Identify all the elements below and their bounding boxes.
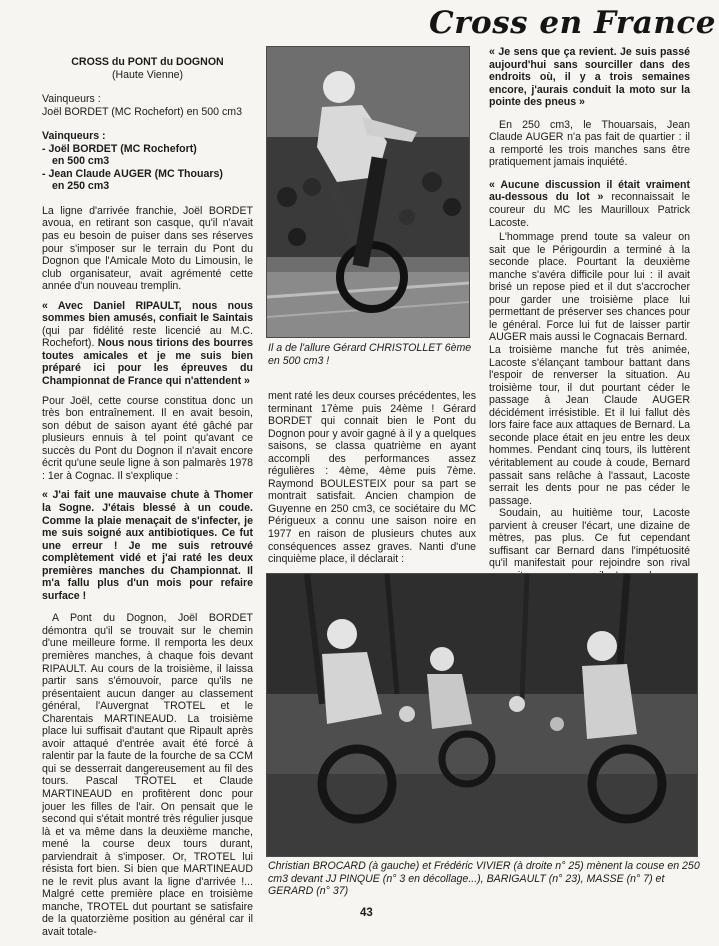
right-paragraph-2: L'hommage prend toute sa valeur on sait que le Périgourdin a terminé à la seconde place. Pourtant la deuxième manche s'avéra difficile pour lui : il avait brisé un repose pied et il dut s'accrocher pour garder une troisième place lui permettant de préserver ses chances pour le général. Force lui fut de laisser partir AUGER mais aussi le Cognacais Bernard. <box>489 231 690 344</box>
right-paragraph-4: Soudain, au huitième tour, Lacoste parvient à creuser l'écart, une dizaine de mètres, pas plus. Ce fut cependant suffisant car Bernard dans l'impétuosité qu'il manifestait pour rejoindre son rival <box>489 507 690 570</box>
winners-heading-2: Vainqueurs : <box>42 130 106 143</box>
winners-heading: Vainqueurs : <box>42 93 101 106</box>
photo-250-race-caption: Christian BROCARD (à gauche) et Frédéric VIVIER (à droite n° 25) mènent la couse en 250 cm3 devant JJ PINQUE (n° 3 en décollage...), BARIGAULT (n° 23), MASSE (n° 7) et GERARD (n° 37) <box>268 860 700 897</box>
section-title: Cross en France <box>429 5 716 41</box>
quote-1-b: (qui par fidélité reste licencié au M.C. Rochefort). <box>42 324 253 350</box>
left-paragraph-1: La ligne d'arrivée franchie, Joël BORDET avoua, en retirant son casque, qu'il n'avait pas eu besoin de puiser dans ses réserves pour s'imposer sur le terrain du Pont du Dognon que l'Amicale Moto du Limousin, le club organisateur, avait agrémenté cette année d'un nouveau tremplin. <box>42 204 253 293</box>
quote-4-bold: « Aucune discussion il était vraiment au-dessous du lot » <box>489 178 690 204</box>
photo-christollet-caption: Il a de l'allure Gérard CHRISTOLLET 6ème en 500 cm3 ! <box>268 342 472 367</box>
left-paragraph-3: A Pont du Dognon, Joël BORDET démontra qu'il se trouvait sur le chemin d'une meilleure forme. Il remporta les deux premières manches, à chaque fois devant RIPAULT. Au cours de la troisième, il laissa partir sans s'émouvoir, parce qu'ils ne présentaient aucun danger au classement général, l'Auvergnat TROTEL et le Charentais MARTINEAUD. La troisième place lui suffisait d'autant que Ripault après avoir attaqué d'entrée avait été forcé à ralentir par la faute de la fourche de sa CCM qui se desserrait dangereusement au fil des tours. Pascal TROTEL et Claude MARTINEAUD en profitèrent donc pour jouer les filles de l'air. On pensait que le second qui s'était montré très régulier jusque là et va même dans la deuxième manche, mené la course deux tours durant, parviendrait à s'imposer. Or, TROTEL lui résista fort bien. Si bien que MARTINEAUD ne le revit plus avant la ligne d'arrivée !... Malgré cette première place en troisième manche, TROTEL dut pourtant se satisfaire de la quatorzième position au général car il avait totale- <box>42 612 253 938</box>
left-quote-2: « J'ai fait une mauvaise chute à Thomer la Sogne. J'étais blessé à un coude. Comme la plaie menaçait de s'infecter, je me suis soigné aux antibiotiques. Ce fut une erreur ! Je me suis retrouvé complètement vidé et j'ai raté les deux premières manches du Championnat. Il m'a fallu plus d'un mois pour refaire surface ! <box>42 489 253 602</box>
right-paragraph-1: En 250 cm3, le Thouarsais, Jean Claude AUGER n'a pas fait de quartier : il a remporté les trois manches sans être pratiquement jamais inquiété. <box>489 118 690 169</box>
photo-250-race-image <box>267 574 697 856</box>
winner-250-class: en 250 cm3 <box>52 180 110 193</box>
photo-christollet-jump <box>266 46 470 338</box>
winner-500-class: en 500 cm3 <box>52 155 110 168</box>
winner-500: - Joël BORDET (MC Rochefort) <box>42 142 197 155</box>
left-paragraph-2: Pour Joël, cette course constitua donc un très bon entraînement. Il en avait besoin, son début de saison ayant été gâché par plusieurs ennuis à tel point qu'avant ce succès du Pont du Dognon il n'avait encore écrit qu'une seule ligne à son palmarès 1978 : 1er à Cognac. Il s'explique : <box>42 394 253 482</box>
left-column <box>42 56 253 946</box>
right-quote-4 <box>489 179 690 229</box>
quote-1-a: « Avec Daniel RIPAULT, nous nous sommes bien amusés, confiait le Saintais <box>42 299 253 325</box>
photo-christollet-image <box>267 47 469 337</box>
event-region: (Haute Vienne) <box>111 68 184 81</box>
right-paragraph-3: La troisième manche fut très animée, Lacoste s'élançant tambour battant dans l'espoir de renverser la situation. Au troisième tour, il dut pourtant céder le passage à Jean Claude AUGER décidément irrésistible. Et il lui fallut dès lors faire face aux attaques de Bernard. La seconde place était en jeu entre les deux hommes. Pendant cinq tours, ils luttèrent véritablement au coude à coude, Bernard passait sans relâche à l'assaut, Lacoste serrait les dents pour ne pas céder le passage. <box>489 344 690 507</box>
event-title: CROSS du PONT du DOGNON <box>71 56 224 68</box>
middle-column <box>268 390 476 573</box>
quote-1-c: Nous nous tirions des bourres toutes amicales et je me suis bien préparé ici pour les épreuves du Championnat de France qui n'attendent » <box>42 337 253 388</box>
left-quote-1 <box>42 300 253 388</box>
photo-250-race <box>266 573 698 857</box>
winners-line: Joël BORDET (MC Rochefort) en 500 cm3 <box>42 105 242 118</box>
winner-250: - Jean Claude AUGER (MC Thouars) <box>42 167 223 180</box>
right-quote-3: « Je sens que ça revient. Je suis passé aujourd'hui sans sourciller dans des endroits où, il y a trois semaines encore, j'aurais conduit la moto sur la pointe des pneus » <box>489 46 690 109</box>
page-number: 43 <box>360 907 373 919</box>
quote-4-tail: reconnaissait le coureur du MC les Maurilloux Patrick Lacoste. <box>489 191 690 229</box>
middle-paragraph: ment raté les deux courses précédentes, les terminant 17ème puis 24ème ! Gérard BORDET qui connait bien le Pont du Dognon pour y avoir gagné à il y a quelques saisons, se classa quatrième en ayant accompli des performances assez régulières : 4ème, 4ème puis 7ème. Raymond BOULESTEIX pour sa part se montrait satisfait. Ancien champion de Guyenne en 250 cm3, ce sociétaire du MC Périgueux a connu une saison noire en 1977 en raison de plusieurs chutes aux conséquences assez graves. Nanti d'une cinquième place, il déclarait : <box>268 390 476 566</box>
right-column <box>489 46 690 640</box>
